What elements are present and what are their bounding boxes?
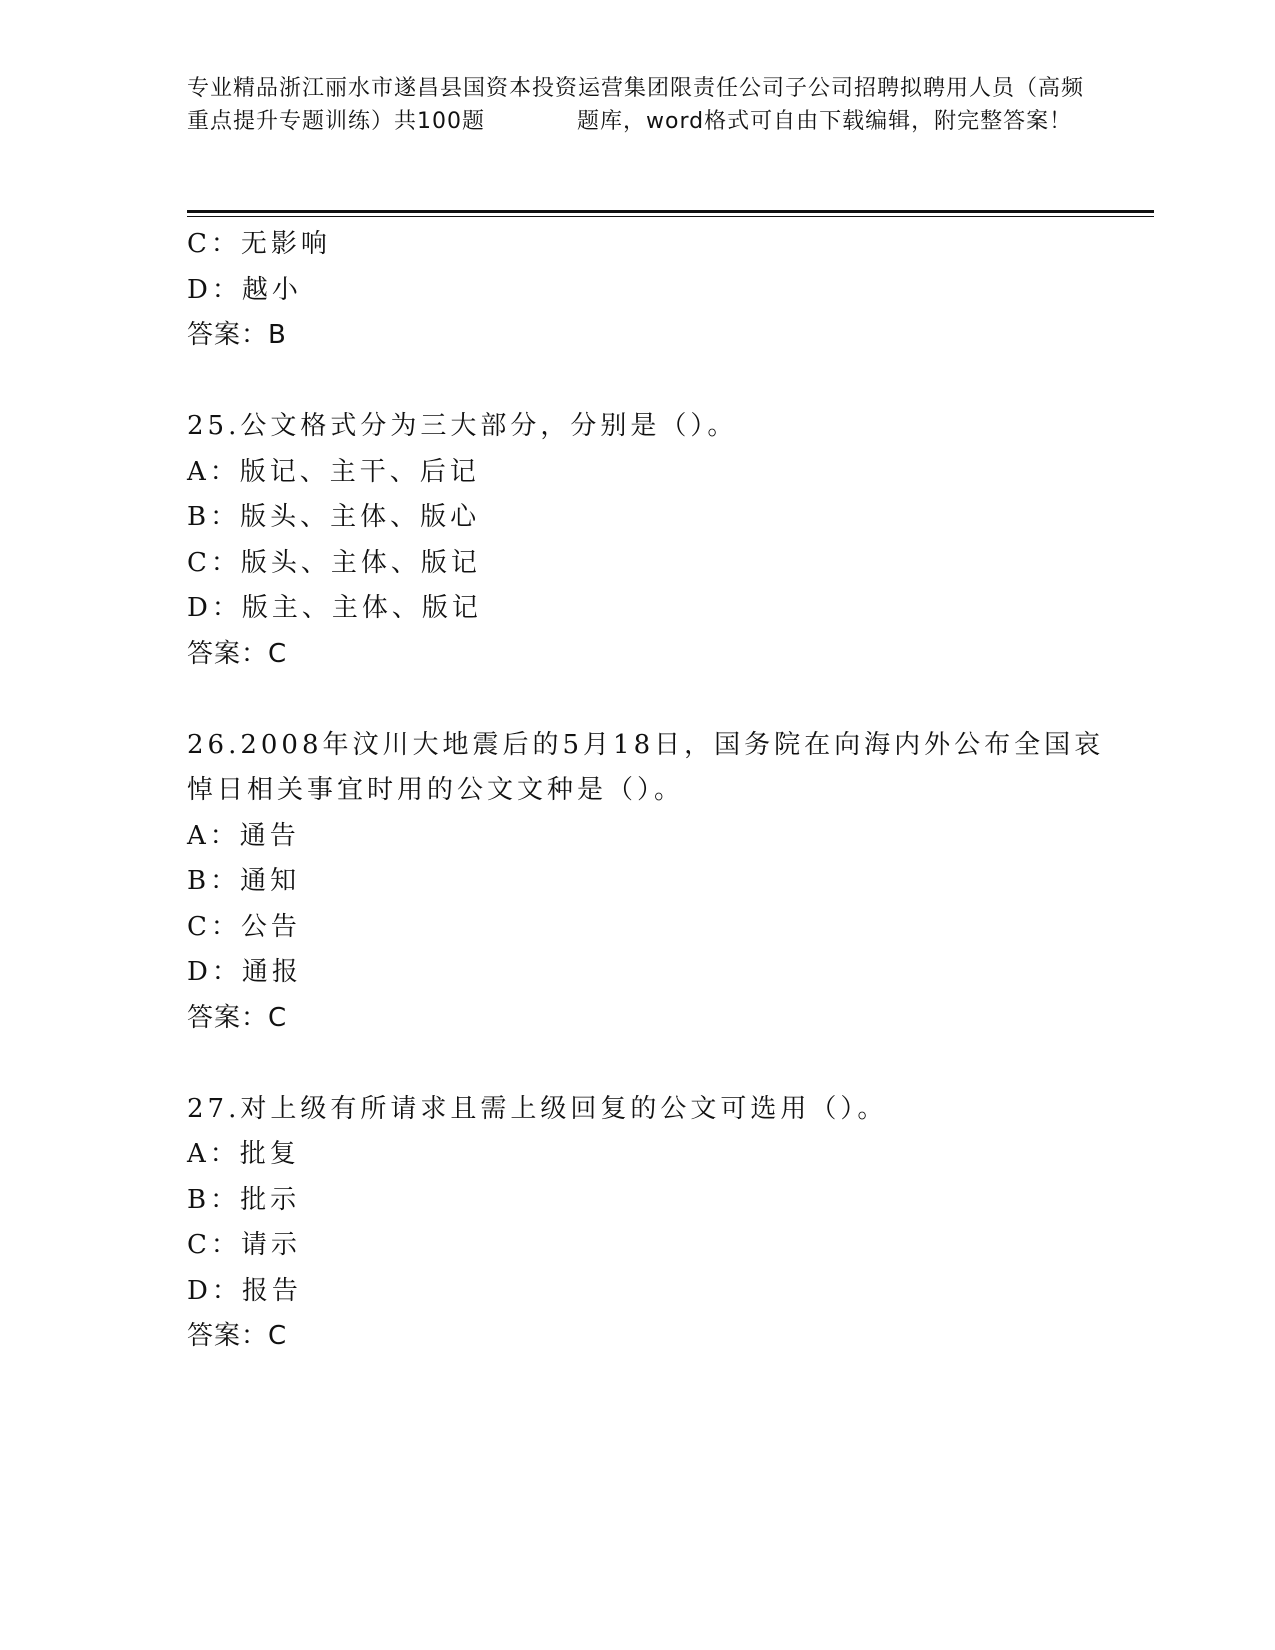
option-c: C：版头、主体、版记 [187,547,481,578]
header-rule-thick [187,210,1154,213]
answer-line: 答案：C [187,1321,288,1351]
question-text: 26.2008年汶川大地震后的5月18日，国务院在向海内外公布全国哀 [187,729,1105,760]
question-text: 25.公文格式分为三大部分，分别是（）。 [187,411,738,441]
option-d: D：越小 [187,274,302,305]
option-d: D：版主、主体、版记 [187,593,482,623]
document-header: 专业精品浙江丽水市遂昌县国资本投资运营集团限责任公司子公司招聘拟聘用人员（高频重点提升专题训练）共100题 题库，word格式可自由下载编辑，附完整答案！ [187,76,1085,134]
answer-line: 答案：C [187,1002,288,1033]
option-a: A：通告 [187,820,300,851]
answer-line: 答案：C [187,638,288,669]
question-text-continued: 悼日相关事宜时用的公文文种是（）。 [187,775,685,805]
option-b: B：通知 [187,866,301,896]
option-b: B：版头、主体、版心 [187,502,481,532]
option-d: D：通报 [187,957,302,987]
option-a: A：版记、主干、后记 [187,456,480,487]
document-body [187,222,1105,1360]
option-c: C：请示 [187,1230,301,1260]
answer-line: 答案：B [187,320,287,350]
option-d: D：报告 [187,1275,302,1306]
header-rule-thin [187,216,1154,217]
option-b: B：批示 [187,1184,301,1215]
option-a: A：批复 [187,1139,300,1169]
option-c: C：无影响 [187,229,331,259]
option-c: C：公告 [187,911,301,942]
question-text: 27.对上级有所请求且需上级回复的公文可选用（）。 [187,1093,888,1124]
